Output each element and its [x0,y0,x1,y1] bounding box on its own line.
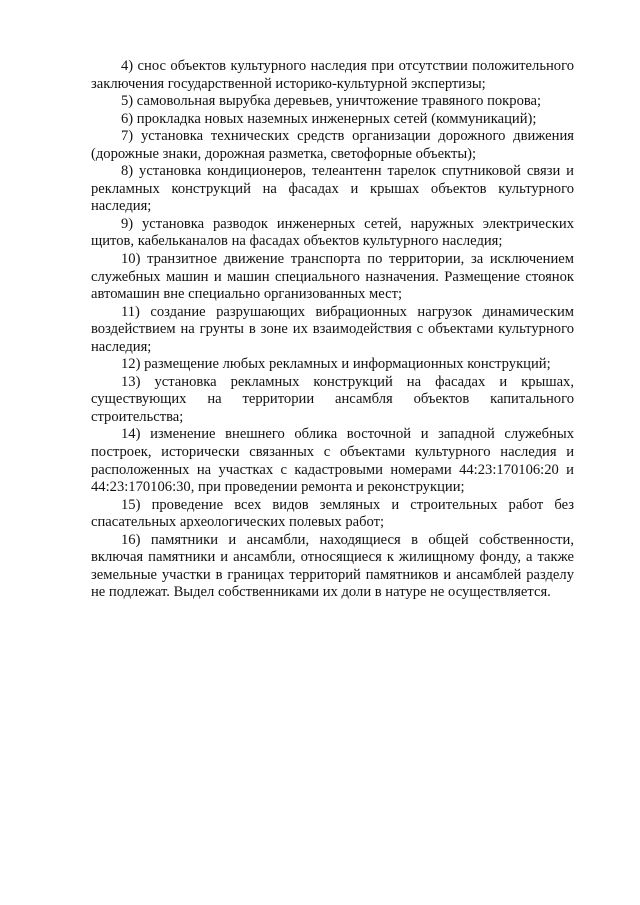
list-item-5: 5) самовольная вырубка деревьев, уничтожение травяного покрова; [121,93,542,110]
list-item-13: 13) установка рекламных конструкций на фасадах и крышах, существующих на территории ансамбля объектов капитального строительства; [91,373,574,425]
list-item-4: 4) снос объектов культурного наследия при отсутствии положительного заключения государственной историко-культурной экспертизы; [91,58,574,92]
list-item-8: 8) установка кондиционеров, телеантенн тарелок спутниковой связи и рекламных конструкций на фасадах и крышах объектов культурного наследия; [91,163,574,215]
list-item-11: 11) создание разрушающих вибрационных нагрузок динамическим воздействием на грунты в зоне их взаимодействия с объектами культурного наследия; [91,303,574,355]
list-item-9: 9) установка разводок инженерных сетей, наружных электрических щитов, кабельканалов на фасадах объектов культурного наследия; [91,215,574,250]
list-item-15: 15) проведение всех видов земляных и строительных работ без спасательных археологических полевых работ; [91,496,574,531]
list-item-6: 6) прокладка новых наземных инженерных сетей (коммуникаций); [121,110,537,127]
list-item-16: 16) памятники и ансамбли, находящиеся в общей собственности, включая памятники и ансамбли, относящиеся к жилищному фонду, а также земельные участки в границах территорий памятников и ансамблей разделу не подлежат. Выдел собственниками их доли в натуре не осуществляется. [91,531,574,601]
list-item-14: 14) изменение внешнего облика восточной и западной служебных построек, исторически связанных с объектами культурного наследия и расположенных на участках с кадастровыми номерами 44:23:170106:20 и 44:23:170106:30, при проведении ремонта и реконструкции; [91,426,574,496]
list-item-12: 12) размещение любых рекламных и информационных конструкций; [121,356,551,373]
list-item-7: 7) установка технических средств организации дорожного движения (дорожные знаки, дорожная разметка, светофорные объекты); [91,128,574,162]
document-body [91,58,574,602]
list-item-10: 10) транзитное движение транспорта по территории, за исключением служебных машин и машин специального назначения. Размещение стоянок автомашин вне специально организованных мест; [91,251,574,303]
